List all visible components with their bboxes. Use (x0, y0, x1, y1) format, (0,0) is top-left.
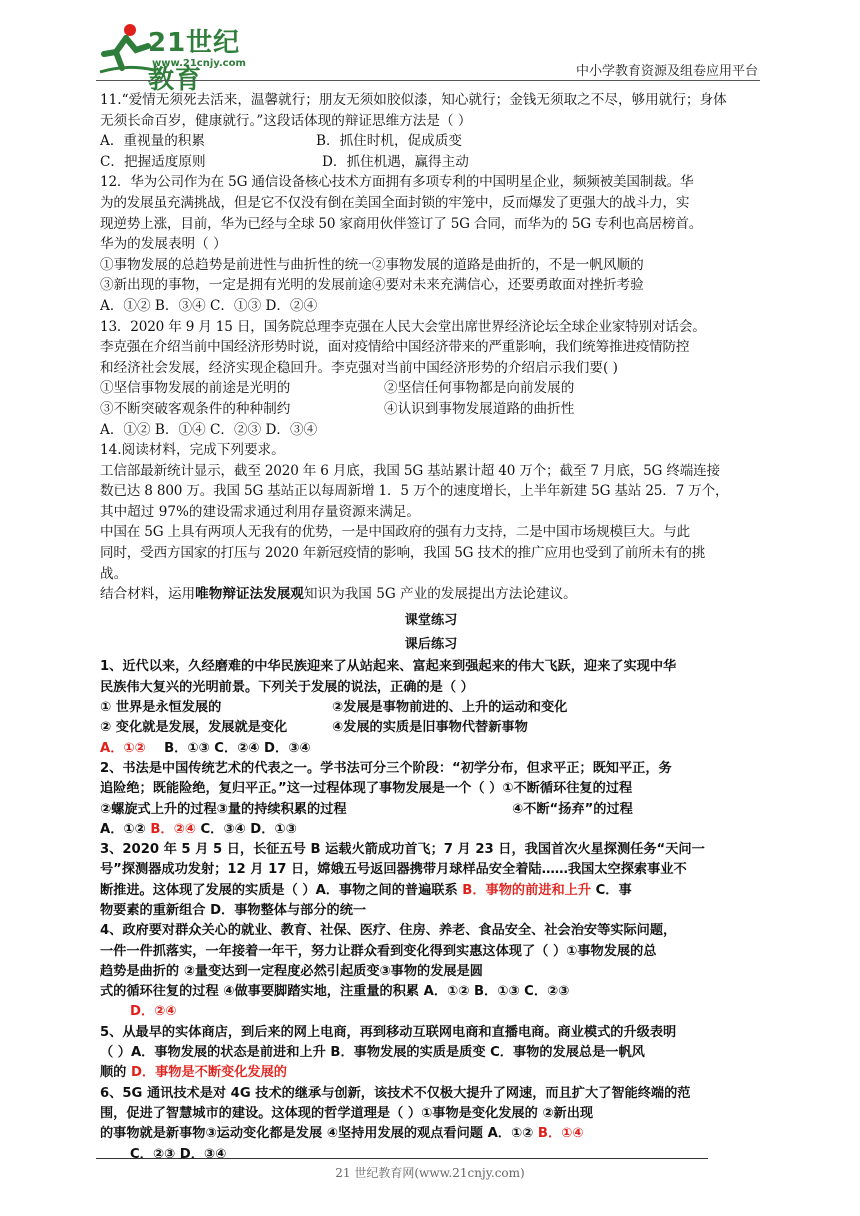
p2-answer: B．②④ (150, 821, 196, 837)
p2-choices-row (100, 800, 762, 820)
p2-other-options: C．③④ D．①③ (200, 821, 297, 837)
site-logo (96, 20, 266, 95)
p1-choice: ② 变化就是发展，发展就是变化 (100, 720, 288, 736)
q13-line: 13．2020 年 9 月 15 日，国务院总理李克强在人民大会堂出席世界经济论坛全球企业家特别对话会。 (100, 318, 706, 335)
p4-line: 式的循环往复的过程 ④做事要脚踏实地，注重量的积累 A．①② B．①③ C．②③ (100, 984, 570, 1000)
p1-line: 1、近代以来，久经磨难的中华民族迎来了从站起来、富起来到强起来的伟大飞跃，迎来了实现中华 (100, 659, 677, 675)
section-title: 课后练习 (404, 637, 458, 653)
p2-line: 2、书法是中国传统艺术的代表之一。学书法可分三个阶段：“初学分布，但求平正；既知平正，务 (100, 760, 672, 776)
q11-option-a: A．重视量的积累 (100, 133, 205, 150)
p3-line: 物要素的重新组合 D．事物整体与部分的统一 (100, 903, 367, 918)
q13-choice: ③不断突破客观条件的种种制约 (100, 400, 291, 417)
p2-options (100, 820, 762, 840)
p4-line: 趋势是曲折的 ②量变达到一定程度必然引起质变③事物的发展是圆 (100, 963, 483, 979)
q14-line: 中国在 5G 上具有两项人无我有的优势，一是中国政府的强有力支持，二是中国市场规模巨大。与此 (100, 524, 690, 541)
p3-answer: B．事物的前进和上升 (462, 882, 592, 898)
q12-line: 现逆势上涨，目前，华为已经与全球 50 家商用伙伴签订了 5G 合同，而华为的 5G 专利也高居榜首。 (100, 215, 703, 232)
p4-answer-line (100, 1002, 762, 1022)
q11-option-d: D．抓住机遇，赢得主动 (322, 153, 469, 170)
q11-options-row (100, 152, 762, 173)
page-footer: 21 世纪教育网(www.21cnjy.com) (335, 1166, 525, 1180)
section-title: 课堂练习 (404, 612, 458, 628)
q13-options: A．①② B．①④ C．②③ D．③④ (100, 421, 318, 438)
q12-line: 华为的发展表明（ ） (100, 236, 227, 253)
p1-other-options: B．①③ C．②④ D．③④ (164, 740, 311, 756)
p2-choice: ④不断“扬弃”的过程 (512, 801, 633, 817)
q14-task-keyword: 唯物辩证法发展观 (195, 586, 304, 603)
p4-line: 4、政府要对群众关心的就业、教育、社保、医疗、住房、养老、食品安全、社会治安等实际问题， (100, 923, 677, 939)
p4-line: 一件一件抓落实，一年接着一年干，努力让群众看到变化得到实惠这体现了（ ）①事物发展的总 (100, 943, 657, 959)
q11-options-row (100, 131, 762, 152)
p1-line: 民族伟大复兴的光明前景。下列关于发展的说法，正确的是（ ） (100, 679, 474, 695)
q14-line: 数已达 8 800 万。我国 5G 基站正以每周新增 1．5 万个的速度增长，上半年新建 5G 基站 25．7 万个， (100, 483, 729, 500)
p3-line (100, 881, 762, 901)
logo-text: 21世纪教育 (148, 28, 241, 95)
p6-answer: B．①④ (537, 1126, 584, 1142)
q14-task-text: 知识为我国 5G 产业的发展提出方法论建议。 (303, 586, 577, 603)
q13-choice: ②坚信任何事物都是向前发展的 (384, 380, 575, 397)
p1-choice: ④发展的实质是旧事物代替新事物 (332, 720, 528, 736)
platform-name: 中小学教育资源及组卷应用平台 (575, 64, 758, 79)
q13-choices-row (100, 399, 762, 420)
q12-line: 为的发展虽充满挑战，但是它不仅没有倒在美国全面封锁的牢笼中，反而爆发了更强大的战斗力，实 (100, 194, 690, 211)
p6-text: 的事物就是新事物③运动变化都是发展 ④坚持用发展的观点看问题 A．①② (100, 1126, 538, 1142)
p3-line: 3、2020 年 5 月 5 日，长征五号 B 运载火箭成功首飞；7 月 23 日，我国首次火星探测任务“天问一 (100, 842, 705, 858)
q12-line: ③新出现的事物，一定是拥有光明的发展前途④要对未来充满信心，还要勇敢面对挫折考验 (100, 277, 644, 294)
page-header (96, 14, 760, 95)
p1-answer: A．①② (100, 740, 146, 756)
q14-task-text: 结合材料，运用 (100, 586, 196, 603)
p1-options (100, 739, 762, 759)
q11-option-b: B．抓住时机，促成质变 (316, 133, 462, 150)
p5-text: 顺的 (100, 1065, 131, 1081)
q12-options: A．①② B．③④ C．①③ D．②④ (100, 297, 318, 314)
q13-line: 李克强在介绍当前中国经济形势时说，面对疫情给中国经济带来的严重影响，我们统筹推进疫情防控 (100, 339, 690, 356)
header-divider (96, 80, 760, 81)
q12-line: ①事物发展的总趋势是前进性与曲折性的统一②事物发展的道路是曲折的，不是一帆风顺的 (100, 256, 644, 273)
p5-answer: D．事物是不断变化发展的 (130, 1065, 287, 1081)
document-body (100, 90, 762, 1165)
p1-choice: ① 世界是永恒发展的 (100, 700, 222, 716)
p1-choices-row (100, 718, 762, 738)
q14-line: 战。 (100, 565, 128, 582)
p4-answer: D．②④ (130, 1004, 177, 1020)
q14-line: 同时，受西方国家的打压与 2020 年新冠疫情的影响，我国 5G 技术的推广应用也受到了前所未有的挑 (100, 545, 706, 562)
q11-option-c: C．把握适度原则 (100, 153, 206, 170)
p2-choice: ②螺旋式上升的过程③量的持续积累的过程 (100, 801, 347, 817)
p6-line: 6、5G 通讯技术是对 4G 技术的继承与创新，该技术不仅极大提升了网速，而且扩大了智能终端的范 (100, 1085, 691, 1101)
p5-line: （ ）A．事物发展的状态是前进和上升 B．事物发展的实质是质变 C．事物的发展总是一帆风 (100, 1045, 645, 1061)
q13-line: 和经济社会发展，经济实现企稳回升。李克强对当前中国经济形势的介绍启示我们要( ) (100, 359, 618, 376)
p1-choice: ②发展是事物前进的、上升的运动和变化 (332, 700, 568, 716)
p2-line: 追险绝；既能险绝，复归平正。”这一过程体现了事物发展是一个（ ）①不断循环往复的过程 (100, 781, 633, 797)
q14-task-line (100, 584, 762, 605)
p3-text: 断推进。这体现了发展的实质是（ ）A．事物之间的普遍联系 (100, 882, 463, 898)
p1-choices-row (100, 698, 762, 718)
q11-line: 11.“爱情无须死去活来，温馨就行；朋友无须如胶似漆，知心就行；金钱无须取之不尽，够用就行；身体 (100, 92, 727, 108)
q13-choices-row (100, 378, 762, 399)
logo-url: www.21cnjy.com (152, 58, 246, 69)
q13-choice: ①坚信事物发展的前途是光明的 (100, 380, 291, 397)
footer-divider (96, 1158, 708, 1159)
q14-line: 14.阅读材料，完成下列要求。 (100, 442, 285, 459)
q12-line: 12．华为公司作为在 5G 通信设备核心技术方面拥有多项专利的中国明星企业，频频被美国制裁。华 (100, 174, 694, 191)
p3-text: C．事 (591, 882, 632, 898)
q14-line: 其中超过 97%的建设需求通过利用存量资源来满足。 (100, 503, 421, 520)
p6-line (100, 1124, 762, 1144)
p5-line: 5、从最早的实体商店，到后来的网上电商，再到移动互联网电商和直播电商。商业模式的升级表明 (100, 1024, 677, 1040)
p5-line (100, 1063, 762, 1083)
runner-logo-icon (96, 20, 156, 76)
p2-option: A．①② (100, 821, 146, 837)
p6-line: C．②③ D．③④ (130, 1146, 227, 1162)
q11-line: 无须长命百岁，健康就行。”这段话体现的辩证思维方法是（ ） (100, 112, 472, 129)
q14-line: 工信部最新统计显示，截至 2020 年 6 月底，我国 5G 基站累计超 40 万个；截至 7 月底，5G 终端连接 (100, 462, 720, 479)
q13-choice: ④认识到事物发展道路的曲折性 (384, 400, 575, 417)
p3-line: 号”探测器成功发射；12 月 17 日，嫦娥五号返回器携带月球样品安全着陆……我国太空探索事业不 (100, 862, 687, 878)
p6-line: 围，促进了智慧城市的建设。这体现的哲学道理是（ ）①事物是变化发展的 ②新出现 (100, 1105, 594, 1121)
